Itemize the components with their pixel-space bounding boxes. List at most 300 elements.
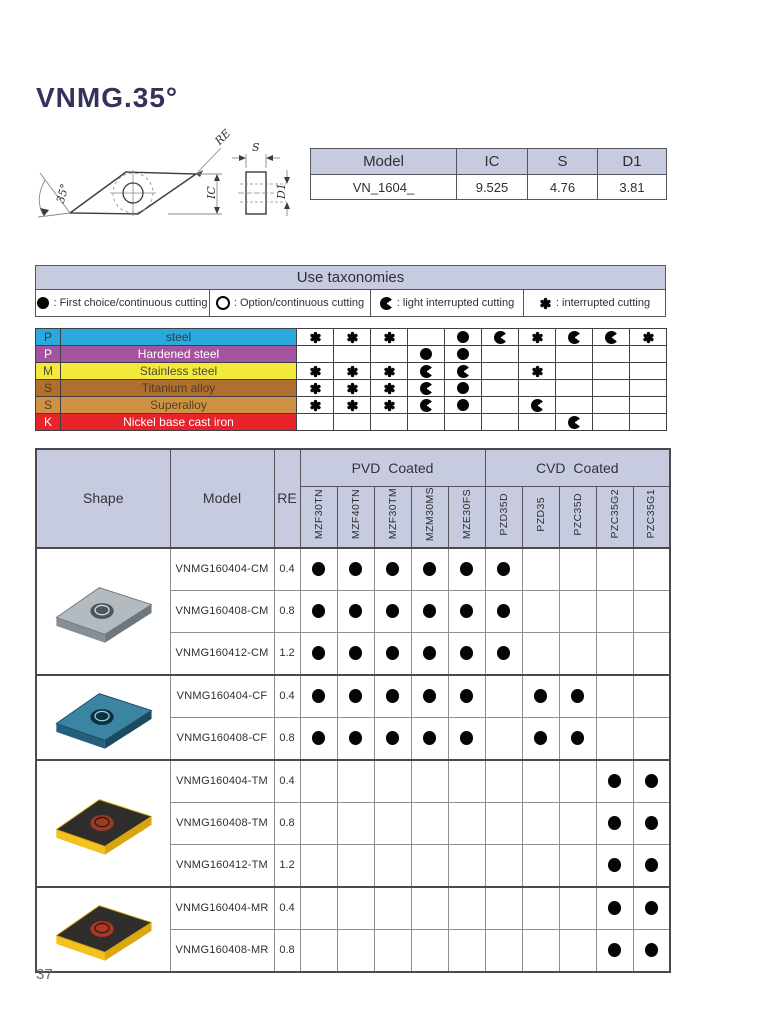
half-circle-symbol-icon (457, 365, 470, 378)
grade-availability-cell (522, 760, 559, 803)
grade-availability-cell (300, 548, 337, 591)
material-suitability-cell (556, 380, 593, 397)
grade-availability-cell (300, 590, 337, 632)
material-suitability-cell (556, 346, 593, 363)
material-suitability-cell (556, 363, 593, 380)
material-suitability-cell (519, 346, 556, 363)
grade-availability-cell (522, 929, 559, 972)
material-row (36, 380, 667, 397)
availability-dot-icon (386, 689, 399, 703)
grade-availability-cell (411, 844, 448, 887)
material-suitability-cell (519, 414, 556, 431)
grade-label: PZD35 (534, 496, 547, 532)
material-suitability-cell (334, 329, 371, 346)
grade-column-header (448, 486, 485, 548)
grade-availability-cell (300, 929, 337, 972)
grade-availability-cell (559, 802, 596, 844)
material-suitability-cell (334, 346, 371, 363)
material-suitability-cell (297, 414, 334, 431)
corner-radius-value: 1.2 (274, 844, 300, 887)
catalog-row (36, 760, 670, 803)
black-yellow-insert-mr-image (36, 887, 170, 972)
grade-availability-cell (559, 929, 596, 972)
availability-dot-icon (386, 562, 399, 576)
grade-availability-cell (522, 717, 559, 760)
spec-value-s: 4.76 (528, 175, 598, 200)
grade-availability-cell (411, 632, 448, 675)
material-name: Hardened steel (61, 346, 297, 363)
material-suitability-cell (593, 380, 630, 397)
availability-dot-icon (645, 943, 658, 957)
availability-dot-icon (312, 604, 325, 618)
grade-availability-cell (337, 675, 374, 718)
grade-availability-cell (411, 717, 448, 760)
catalog-row (36, 548, 670, 591)
availability-dot-icon (460, 604, 473, 618)
grade-availability-cell (559, 717, 596, 760)
material-suitability-cell (408, 346, 445, 363)
material-suitability-cell (482, 397, 519, 414)
material-code: S (36, 397, 61, 414)
material-suitability-cell (408, 397, 445, 414)
grade-availability-cell (448, 760, 485, 803)
availability-dot-icon (423, 562, 436, 576)
model-number: VNMG160408-MR (170, 929, 274, 972)
availability-dot-icon (386, 731, 399, 745)
material-suitability-cell (556, 329, 593, 346)
grade-availability-cell (374, 675, 411, 718)
material-suitability-cell (371, 397, 408, 414)
grade-availability-cell (559, 887, 596, 930)
star-symbol-icon (309, 331, 322, 344)
grade-availability-cell (448, 887, 485, 930)
material-suitability-cell (630, 346, 667, 363)
grade-availability-cell (411, 675, 448, 718)
availability-dot-icon (460, 689, 473, 703)
material-suitability-cell (297, 363, 334, 380)
availability-dot-icon (497, 646, 510, 660)
half-circle-symbol-icon (568, 331, 581, 344)
grade-availability-cell (596, 590, 633, 632)
taxonomy-item-label: : First choice/continuous cutting (53, 297, 208, 309)
availability-dot-icon (460, 731, 473, 745)
re-label: RE (212, 126, 234, 148)
half-circle-symbol-icon (605, 331, 618, 344)
grade-availability-cell (596, 929, 633, 972)
grade-availability-cell (559, 760, 596, 803)
star-symbol-icon (309, 399, 322, 412)
grade-availability-cell (485, 760, 522, 803)
grade-availability-cell (337, 717, 374, 760)
grade-availability-cell (633, 675, 670, 718)
star-symbol-icon (346, 331, 359, 344)
taxonomy-item-label: : interrupted cutting (555, 297, 651, 309)
material-suitability-cell (408, 363, 445, 380)
availability-dot-icon (571, 689, 584, 703)
material-suitability-cell (371, 329, 408, 346)
spec-table (310, 148, 667, 200)
grade-column-header (374, 486, 411, 548)
availability-dot-icon (608, 943, 621, 957)
grade-column-header (300, 486, 337, 548)
material-suitability-cell (371, 346, 408, 363)
taxonomy-title: Use taxonomies (35, 265, 666, 290)
grade-availability-cell (374, 929, 411, 972)
material-table (35, 328, 667, 431)
availability-dot-icon (312, 731, 325, 745)
material-suitability-cell (482, 329, 519, 346)
grade-availability-cell (633, 717, 670, 760)
grade-availability-cell (485, 548, 522, 591)
material-name: Stainless steel (61, 363, 297, 380)
grade-availability-cell (485, 632, 522, 675)
half-circle-symbol-icon (494, 331, 507, 344)
grade-availability-cell (559, 548, 596, 591)
material-suitability-cell (630, 380, 667, 397)
availability-dot-icon (608, 816, 621, 830)
grade-availability-cell (411, 929, 448, 972)
grade-availability-cell (633, 760, 670, 803)
grade-availability-cell (448, 802, 485, 844)
page-title: VNMG.35° (36, 82, 179, 113)
material-suitability-cell (593, 363, 630, 380)
grade-availability-cell (374, 760, 411, 803)
grade-availability-cell (337, 548, 374, 591)
material-suitability-cell (334, 414, 371, 431)
half-circle-symbol-icon (568, 416, 581, 429)
material-suitability-cell (519, 363, 556, 380)
availability-dot-icon (349, 731, 362, 745)
material-suitability-cell (371, 363, 408, 380)
material-suitability-cell (519, 397, 556, 414)
taxonomy-item-full (36, 290, 210, 316)
ic-label: IC (205, 186, 218, 199)
gray-metallic-insert-image (36, 548, 170, 675)
material-suitability-cell (445, 380, 482, 397)
full-circle-symbol-icon (457, 331, 469, 343)
grade-availability-cell (374, 632, 411, 675)
star-symbol-icon (346, 382, 359, 395)
grade-label: MZM30MS (423, 486, 436, 542)
grade-availability-cell (448, 632, 485, 675)
model-number: VNMG160412-TM (170, 844, 274, 887)
grade-availability-cell (485, 675, 522, 718)
star-symbol-icon (642, 331, 655, 344)
grade-availability-cell (300, 760, 337, 803)
material-suitability-cell (630, 329, 667, 346)
grade-availability-cell (300, 717, 337, 760)
spec-value-d1: 3.81 (598, 175, 667, 200)
availability-dot-icon (349, 689, 362, 703)
grade-availability-cell (633, 844, 670, 887)
model-number: VNMG160408-CF (170, 717, 274, 760)
half-circle-symbol-icon (531, 399, 544, 412)
grade-availability-cell (448, 590, 485, 632)
grade-availability-cell (522, 887, 559, 930)
material-suitability-cell (482, 380, 519, 397)
grade-availability-cell (596, 760, 633, 803)
grade-availability-cell (633, 929, 670, 972)
availability-dot-icon (534, 731, 547, 745)
grade-availability-cell (448, 844, 485, 887)
material-suitability-cell (297, 346, 334, 363)
corner-radius-value: 0.4 (274, 760, 300, 803)
material-suitability-cell (445, 363, 482, 380)
material-name: Nickel base cast iron (61, 414, 297, 431)
grade-availability-cell (633, 548, 670, 591)
star-symbol-icon (383, 331, 396, 344)
material-suitability-cell (556, 414, 593, 431)
grade-availability-cell (559, 844, 596, 887)
grade-availability-cell (633, 887, 670, 930)
grade-availability-cell (337, 802, 374, 844)
material-suitability-cell (593, 346, 630, 363)
availability-dot-icon (312, 646, 325, 660)
grade-availability-cell (411, 548, 448, 591)
grade-label: MZF30TN (312, 488, 325, 540)
availability-dot-icon (645, 858, 658, 872)
grade-availability-cell (633, 632, 670, 675)
grade-availability-cell (300, 844, 337, 887)
grade-availability-cell (448, 675, 485, 718)
corner-radius-value: 0.8 (274, 590, 300, 632)
star-symbol-icon (346, 365, 359, 378)
grade-availability-cell (337, 590, 374, 632)
material-suitability-cell (334, 397, 371, 414)
grade-availability-cell (448, 548, 485, 591)
material-code: P (36, 329, 61, 346)
spec-value-model: VN_1604_ (311, 175, 457, 200)
grade-availability-cell (448, 929, 485, 972)
availability-dot-icon (460, 646, 473, 660)
grade-availability-cell (596, 548, 633, 591)
grade-availability-cell (596, 675, 633, 718)
material-code: M (36, 363, 61, 380)
grade-availability-cell (374, 590, 411, 632)
material-row (36, 414, 667, 431)
corner-radius-value: 1.2 (274, 632, 300, 675)
grade-label: PZC35G1 (645, 489, 658, 539)
model-number: VNMG160412-CM (170, 632, 274, 675)
material-code: K (36, 414, 61, 431)
full-circle-symbol-icon (457, 348, 469, 360)
grade-availability-cell (411, 887, 448, 930)
grade-availability-cell (337, 887, 374, 930)
grade-availability-cell (596, 717, 633, 760)
material-suitability-cell (593, 414, 630, 431)
grade-availability-cell (300, 802, 337, 844)
grade-availability-cell (411, 590, 448, 632)
spec-header-model: Model (311, 149, 457, 175)
availability-dot-icon (349, 562, 362, 576)
grade-availability-cell (485, 590, 522, 632)
material-suitability-cell (334, 380, 371, 397)
availability-dot-icon (460, 562, 473, 576)
grade-label: MZF40TN (349, 488, 362, 540)
availability-dot-icon (608, 901, 621, 915)
model-number: VNMG160404-TM (170, 760, 274, 803)
catalog-header-model: Model (170, 449, 274, 548)
availability-dot-icon (386, 604, 399, 618)
model-number: VNMG160408-CM (170, 590, 274, 632)
grade-availability-cell (596, 844, 633, 887)
availability-dot-icon (423, 604, 436, 618)
catalog-header-shape: Shape (36, 449, 170, 548)
insert-technical-drawing (28, 124, 318, 244)
d1-label: D1 (275, 183, 288, 199)
half-circle-symbol-icon (420, 365, 433, 378)
material-suitability-cell (297, 329, 334, 346)
availability-dot-icon (645, 774, 658, 788)
material-row (36, 397, 667, 414)
model-number: VNMG160404-MR (170, 887, 274, 930)
catalog-header-cvd: CVD Coated (485, 449, 670, 486)
grade-label: PZC35G2 (608, 489, 621, 539)
grade-availability-cell (485, 887, 522, 930)
corner-radius-value: 0.8 (274, 717, 300, 760)
grade-availability-cell (633, 590, 670, 632)
material-suitability-cell (408, 380, 445, 397)
material-code: P (36, 346, 61, 363)
empty-circle-symbol-icon (216, 296, 230, 310)
material-row (36, 346, 667, 363)
material-row (36, 363, 667, 380)
grade-availability-cell (374, 802, 411, 844)
grade-availability-cell (411, 760, 448, 803)
grade-column-header (633, 486, 670, 548)
grade-availability-cell (559, 632, 596, 675)
material-suitability-cell (593, 397, 630, 414)
availability-dot-icon (608, 858, 621, 872)
catalog-row (36, 675, 670, 718)
availability-dot-icon (534, 689, 547, 703)
grade-availability-cell (374, 548, 411, 591)
grade-availability-cell (522, 590, 559, 632)
spec-value-ic: 9.525 (457, 175, 528, 200)
catalog-row (36, 887, 670, 930)
material-suitability-cell (482, 363, 519, 380)
model-number: VNMG160408-TM (170, 802, 274, 844)
taxonomy-item-label: : light interrupted cutting (396, 297, 515, 309)
corner-radius-value: 0.8 (274, 929, 300, 972)
grade-column-header (559, 486, 596, 548)
material-suitability-cell (519, 380, 556, 397)
availability-dot-icon (312, 562, 325, 576)
grade-availability-cell (337, 632, 374, 675)
grade-label: PZD35D (497, 492, 510, 536)
material-suitability-cell (445, 346, 482, 363)
grade-column-header (411, 486, 448, 548)
spec-header-ic: IC (457, 149, 528, 175)
star-symbol-icon (383, 382, 396, 395)
model-number: VNMG160404-CF (170, 675, 274, 718)
material-name: Titanium alloy (61, 380, 297, 397)
grade-column-header (485, 486, 522, 548)
grade-column-header (522, 486, 559, 548)
grade-availability-cell (300, 632, 337, 675)
grade-availability-cell (633, 802, 670, 844)
availability-dot-icon (645, 816, 658, 830)
availability-dot-icon (386, 646, 399, 660)
half-circle-symbol-icon (380, 297, 393, 310)
half-circle-symbol-icon (420, 399, 433, 412)
full-circle-symbol-icon (457, 399, 469, 411)
taxonomy-items (35, 290, 666, 317)
material-name: Superalloy (61, 397, 297, 414)
material-row (36, 329, 667, 346)
availability-dot-icon (312, 689, 325, 703)
availability-dot-icon (423, 689, 436, 703)
material-suitability-cell (445, 414, 482, 431)
availability-dot-icon (349, 604, 362, 618)
material-suitability-cell (630, 363, 667, 380)
grade-availability-cell (374, 887, 411, 930)
material-suitability-cell (297, 380, 334, 397)
grade-availability-cell (559, 590, 596, 632)
grade-availability-cell (596, 887, 633, 930)
grade-availability-cell (300, 887, 337, 930)
availability-dot-icon (497, 604, 510, 618)
corner-radius-value: 0.4 (274, 675, 300, 718)
corner-radius-value: 0.4 (274, 548, 300, 591)
taxonomy-item-half (371, 290, 524, 316)
star-symbol-icon (346, 399, 359, 412)
grade-availability-cell (374, 844, 411, 887)
material-suitability-cell (408, 329, 445, 346)
blue-teal-insert-image (36, 675, 170, 760)
material-suitability-cell (371, 414, 408, 431)
page-number: 37 (36, 966, 53, 983)
grade-availability-cell (374, 717, 411, 760)
grade-availability-cell (337, 844, 374, 887)
grade-column-header (596, 486, 633, 548)
star-symbol-icon (309, 382, 322, 395)
grade-availability-cell (337, 929, 374, 972)
material-suitability-cell (445, 329, 482, 346)
material-suitability-cell (408, 414, 445, 431)
material-suitability-cell (519, 329, 556, 346)
corner-radius-value: 0.8 (274, 802, 300, 844)
material-suitability-cell (445, 397, 482, 414)
material-suitability-cell (593, 329, 630, 346)
grade-availability-cell (596, 632, 633, 675)
star-symbol-icon (383, 399, 396, 412)
grade-availability-cell (522, 548, 559, 591)
angle-label: 35° (53, 182, 72, 205)
grade-availability-cell (411, 802, 448, 844)
availability-dot-icon (497, 562, 510, 576)
catalog-header-re: RE (274, 449, 300, 548)
black-yellow-insert-image (36, 760, 170, 887)
taxonomy-legend (35, 265, 666, 317)
grade-availability-cell (485, 717, 522, 760)
grade-availability-cell (485, 929, 522, 972)
model-number: VNMG160404-CM (170, 548, 274, 591)
grade-availability-cell (522, 632, 559, 675)
star-symbol-icon (531, 365, 544, 378)
grade-label: MZF30TM (386, 488, 399, 540)
material-name: steel (61, 329, 297, 346)
star-symbol-icon (383, 365, 396, 378)
availability-dot-icon (608, 774, 621, 788)
availability-dot-icon (423, 646, 436, 660)
grade-availability-cell (522, 675, 559, 718)
star-symbol-icon (531, 331, 544, 344)
taxonomy-item-empty (210, 290, 371, 316)
material-suitability-cell (482, 414, 519, 431)
star-symbol-icon (309, 365, 322, 378)
catalog-header-pvd: PVD Coated (300, 449, 485, 486)
